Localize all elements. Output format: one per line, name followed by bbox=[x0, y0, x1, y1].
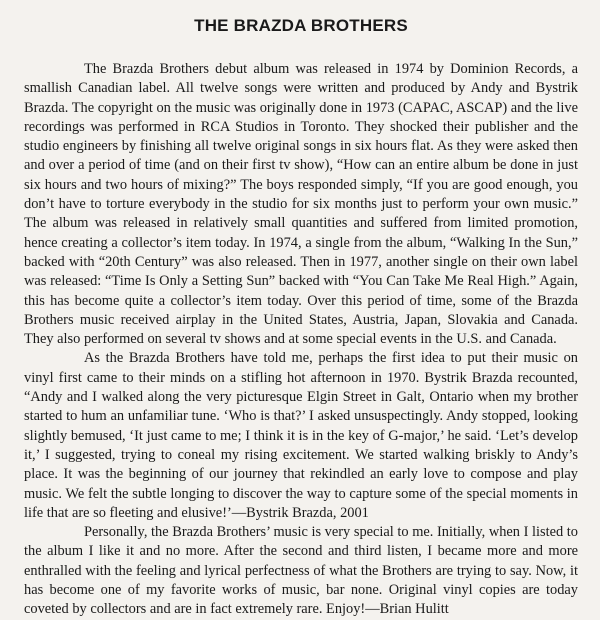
paragraph-album-history: The Brazda Brothers debut album was released in 1974 by Dominion Records, a smallish Canadian label. All twelve songs were written and produced by Andy and Bystrik Brazda. The copyright on the music was originally done in 1973 (CAPAC, ASCAP) and the live recordings was performed in RCA Studios in Toronto. They shocked their publisher and the studio engineers by finishing all twelve original songs in six hours flat. As they were asked then and over a period of time (and on their first tv show), “How can an entire album be done in just six hours and two hours of mixing?” The boys responded simply, “If you are good enough, you don’t have to torture everybody in the studio for six months just to perform your own music.” The album was released in relatively small quantities and suffered from limited promotion, hence creating a collector’s item today. In 1974, a single from the album, “Walking In the Sun,” backed with “20th Century” was also released. Then in 1977, another single on their own label was released: “Time Is Only a Setting Sun” backed with “You Can Take Me Real High.” Again, this has become quite a collector’s item today. Over this period of time, some of the Brazda Brothers music received airplay in the United States, Austria, Japan, Slovakia and Canada. They also performed on several tv shows and at some special events in the U.S. and Canada. bbox=[24, 61, 578, 348]
paragraph-origin-story: As the Brazda Brothers have told me, perhaps the first idea to put their music on vinyl first came to their minds on a stifling hot afternoon in 1970. Bystrik Brazda recounted, “Andy and I walked along the very picturesque Elgin Street in Galt, Ontario when my brother started to hum an unfamiliar tune. ‘Who is that?’ I asked unsuspectingly. Andy stopped, looking slightly bemused, ‘It just came to me; I think it is in the key of G-major,’ he said. ‘Let’s develop it,’ I suggested, trying to coneal my rising excitement. We started walking briskly to Andy’s place. It was the beginning of our journey that rekindled an early love to compose and play music. We felt the subtle longing to discover the way to capture some of the special moments in life that are so fleeting and elusive!’—Bystrik Brazda, 2001 bbox=[24, 350, 578, 521]
paragraph-personal-note: Personally, the Brazda Brothers’ music is very special to me. Initially, when I listed to the album I like it and no more. After the second and third listen, I became more and more enthralled with the feeling and lyrical perfectness of what the Brothers are trying to say. Now, it has become one of my favorite works of music, bar none. Original vinyl copies are today coveted by collectors and are in fact extremely rare. Enjoy!—Brian Hulitt bbox=[24, 524, 578, 618]
document-body bbox=[24, 60, 578, 620]
document-title: THE BRAZDA BROTHERS bbox=[194, 16, 408, 35]
